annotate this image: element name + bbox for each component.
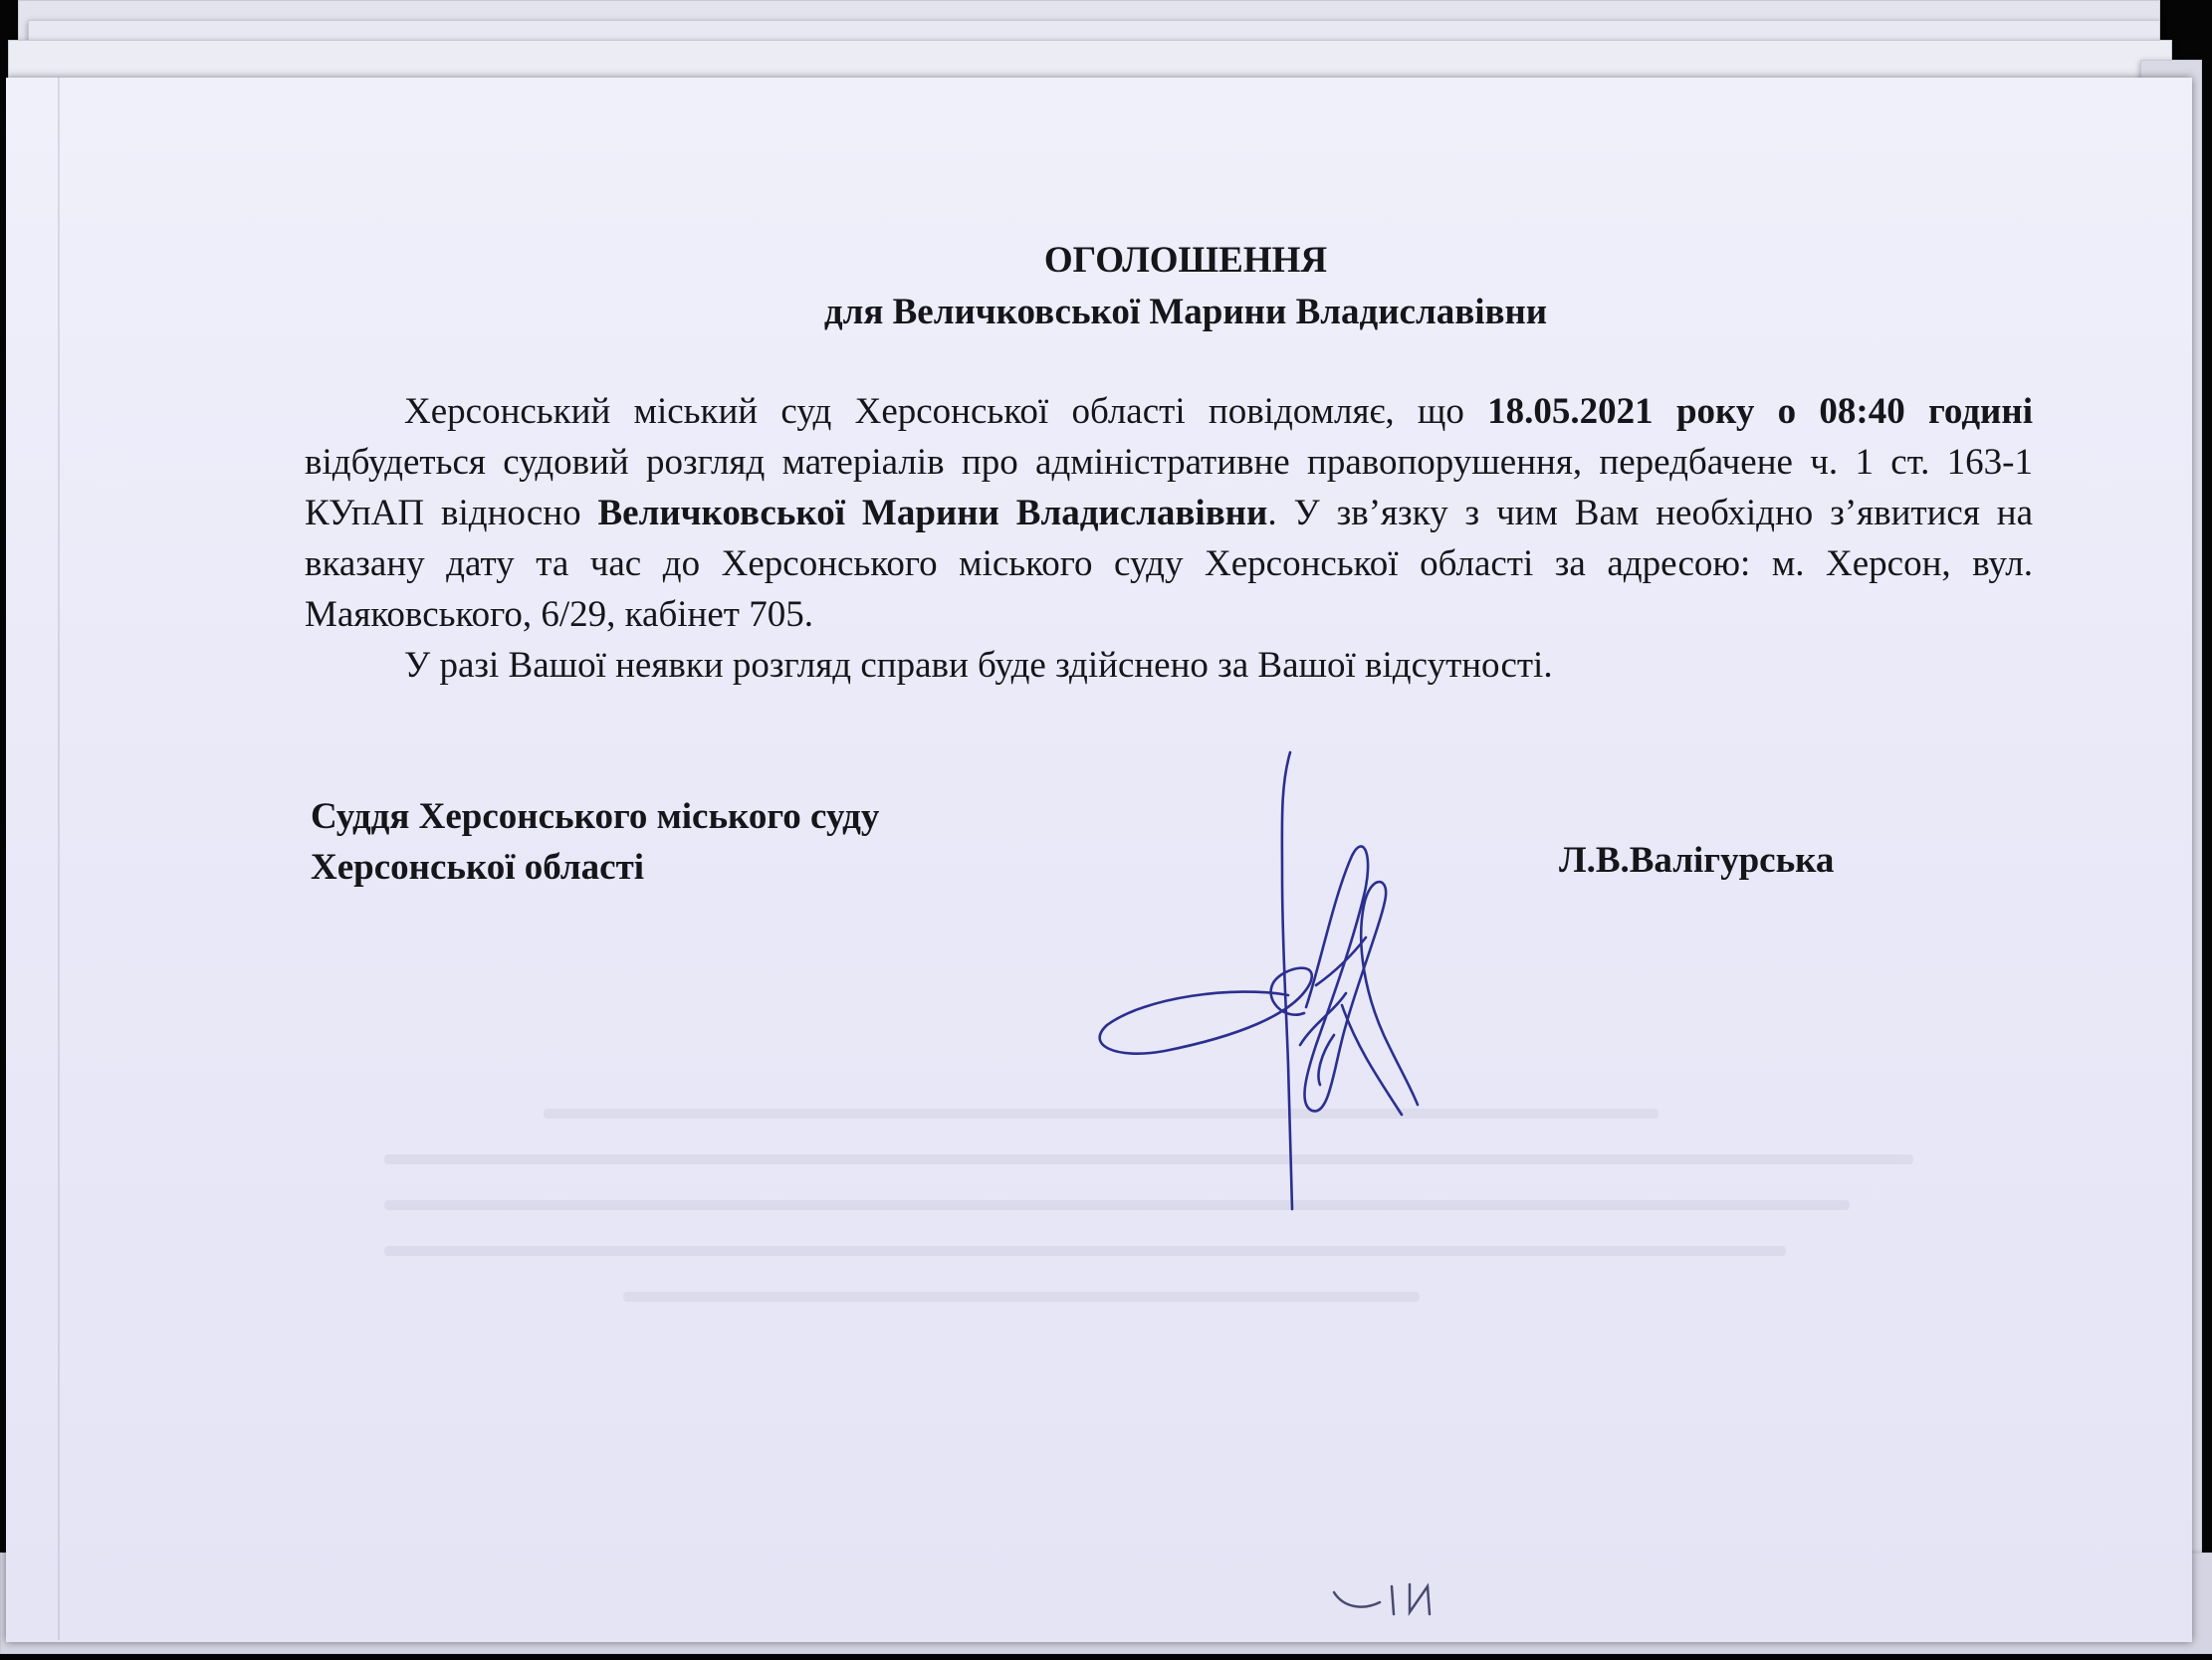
paragraph-absence: У разі Вашої неявки розгляд справи буде здійснено за Вашої відсутності. (404, 645, 1553, 686)
signer-name: Л.В.Валігурська (1559, 840, 1835, 881)
position-line: Херсонської області (311, 847, 645, 888)
paragraph-notice (305, 386, 2033, 640)
addressee-line: для Величковської Марини Владиславівни (823, 292, 1548, 332)
announcement-content (305, 239, 2037, 691)
announcement-body (305, 386, 2033, 691)
text-segment: Херсонський міський суд Херсонської області повідомляє, що (404, 391, 1488, 432)
page-title: ОГОЛОШЕННЯ (1043, 240, 1328, 281)
position-line: Суддя Херсонського міського суду (311, 796, 880, 837)
person-name: Величковської Марини Владиславівни (597, 493, 1268, 533)
hearing-datetime: 18.05.2021 року о 08:40 годині (1487, 391, 2033, 432)
judge-position (311, 791, 879, 893)
handwritten-signature (1085, 746, 1443, 1224)
paper-edge-line (58, 78, 60, 1640)
page-corner-mark (1324, 1572, 1473, 1632)
text-segment: . У зв’язку з чим Вам необхідно з’явитися на вказану дату та час до Херсонського міського суду Херсонської області за адресою: м. Херсон, вул. Маяковського, 6/29, кабінет 705. (305, 493, 2033, 635)
text-segment: відбудеться судовий розгляд матеріалів про адміністративне правопорушення, передбачене ч. 1 ст. 163-1 КУпАП відносно (305, 442, 2033, 533)
